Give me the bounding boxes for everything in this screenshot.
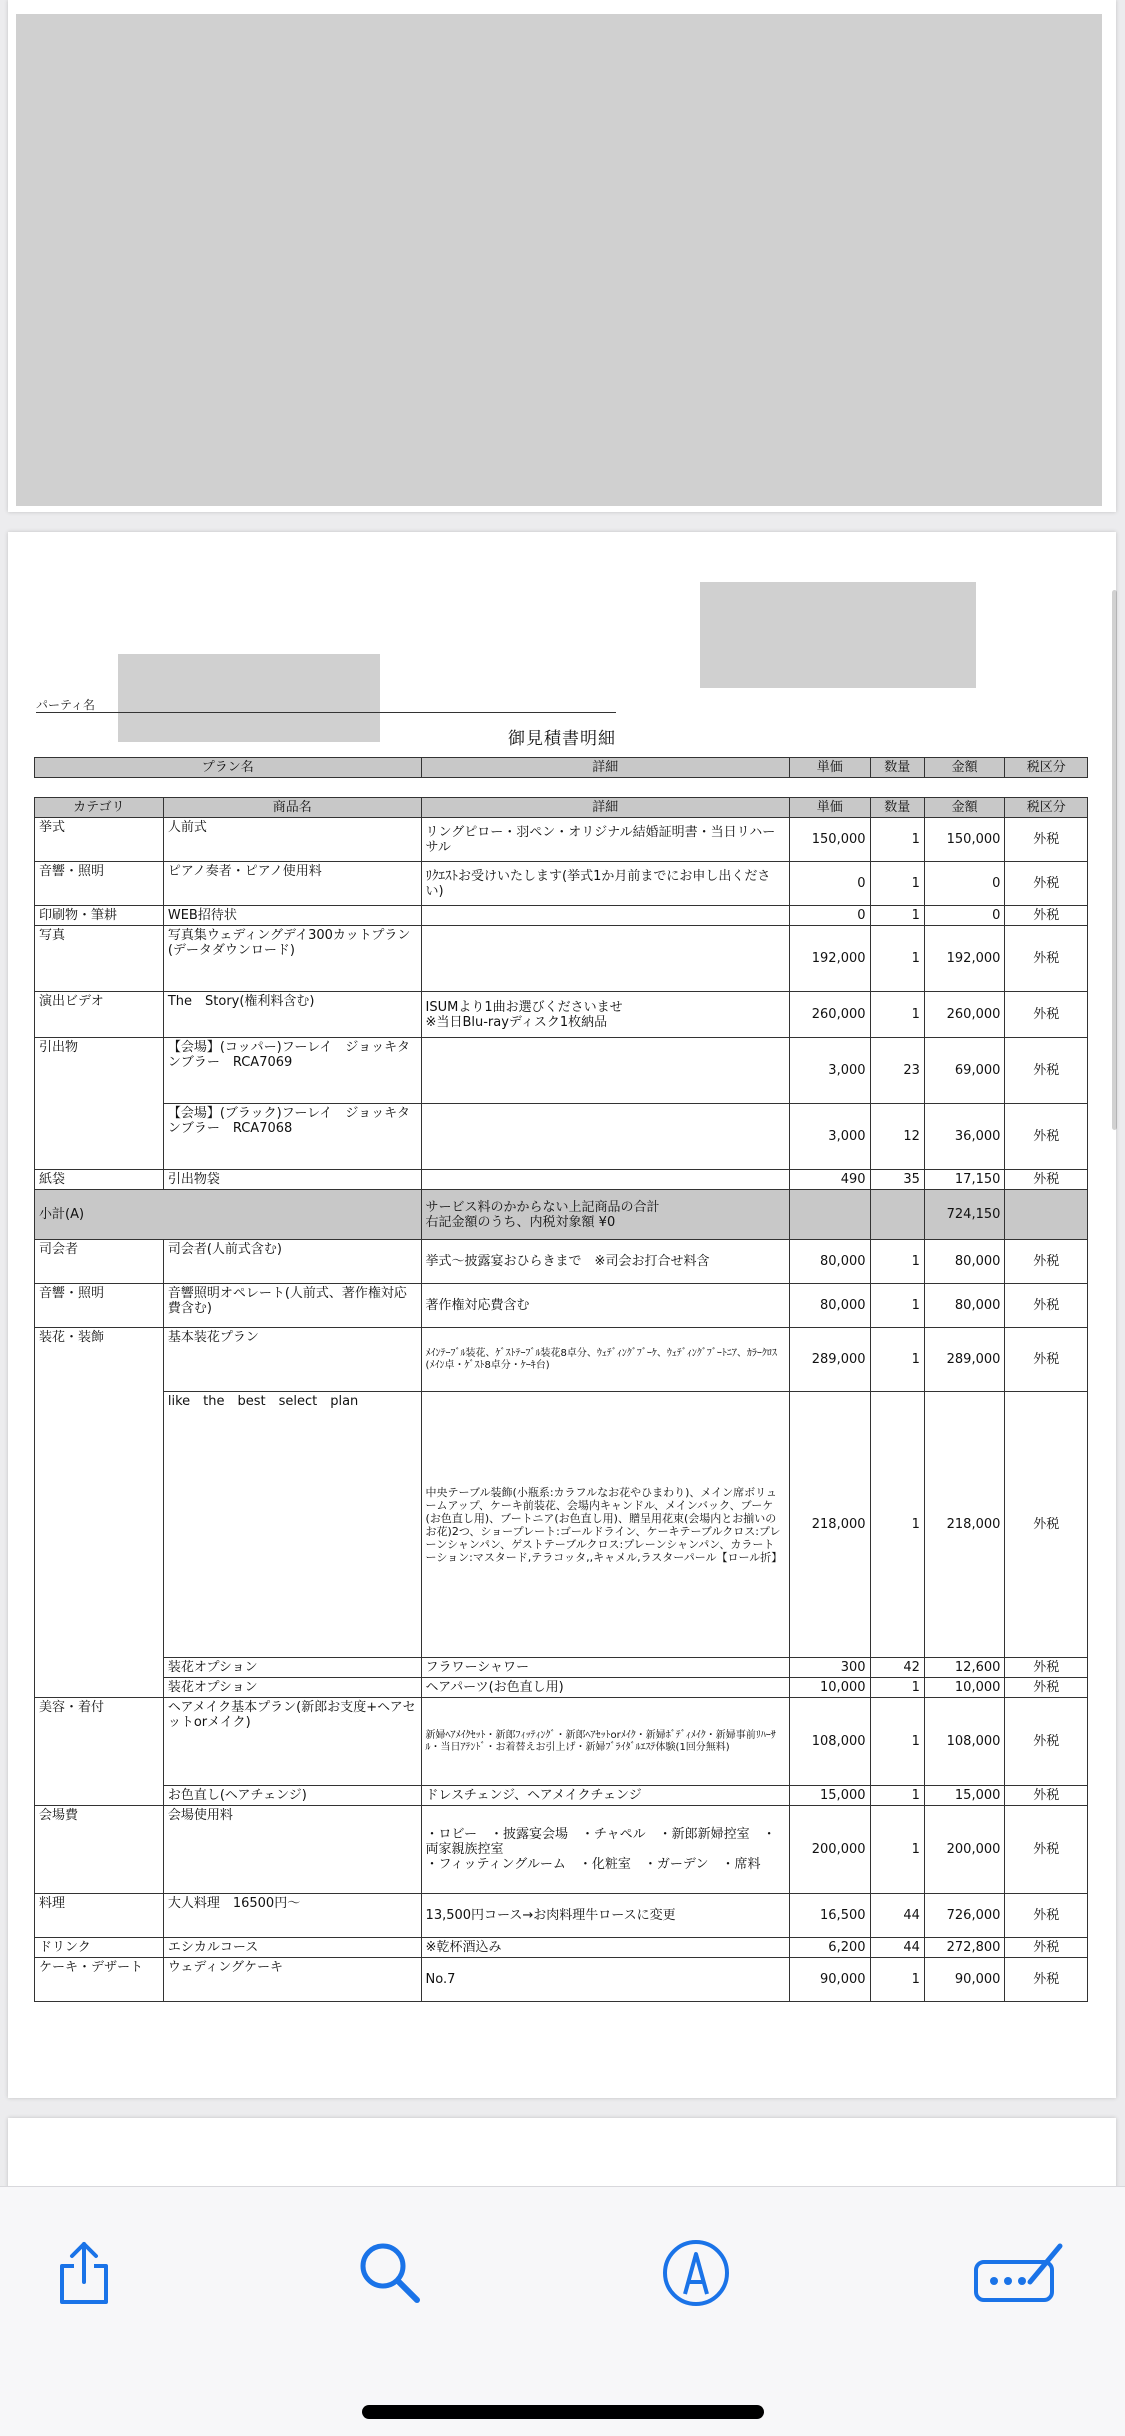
tax-cell: 外税: [1005, 1958, 1088, 2002]
category-cell: 司会者: [35, 1240, 164, 1284]
item-name-cell: like the best select plan: [163, 1392, 421, 1658]
col-amount: 金額: [924, 758, 1005, 778]
tax-cell: 外税: [1005, 1938, 1088, 1958]
category-cell: 紙袋: [35, 1170, 164, 1190]
item-name-cell: エシカルコース: [163, 1938, 421, 1958]
amount-cell: 200,000: [924, 1806, 1005, 1894]
amount-cell: 10,000: [924, 1678, 1005, 1698]
col-qty: 数量: [870, 798, 924, 818]
category-cell: 挙式: [35, 818, 164, 862]
table-row: [35, 1894, 1088, 1938]
unit-price-cell: 0: [789, 906, 870, 926]
page-3: [8, 2118, 1116, 2186]
subtotal-label: 小計(A): [35, 1190, 422, 1240]
qty-cell: 35: [870, 1170, 924, 1190]
plan-header-table: [34, 757, 1088, 778]
item-name-cell: 引出物袋: [163, 1170, 421, 1190]
tax-cell: 外税: [1005, 1392, 1088, 1658]
qty-cell: 1: [870, 1284, 924, 1328]
amount-cell: 289,000: [924, 1328, 1005, 1392]
item-name-cell: 【会場】(ブラック)フーレイ ジョッキタンブラー RCA7068: [163, 1104, 421, 1170]
category-cell: [35, 1658, 164, 1678]
detail-cell: ヘアパーツ(お色直し用): [421, 1678, 789, 1698]
table-row: [35, 1038, 1088, 1104]
tax-cell: 外税: [1005, 1658, 1088, 1678]
item-name-cell: 司会者(人前式含む): [163, 1240, 421, 1284]
category-cell: [35, 1392, 164, 1658]
table-row: [35, 1104, 1088, 1170]
qty-cell: 1: [870, 1786, 924, 1806]
col-item-name: 商品名: [163, 798, 421, 818]
item-name-cell: 大人料理 16500円～: [163, 1894, 421, 1938]
unit-price-cell: 200,000: [789, 1806, 870, 1894]
category-cell: 装花・装飾: [35, 1328, 164, 1392]
qty-cell: 1: [870, 1806, 924, 1894]
unit-price-cell: 300: [789, 1658, 870, 1678]
unit-price-cell: 3,000: [789, 1038, 870, 1104]
tax-cell: 外税: [1005, 862, 1088, 906]
unit-price-cell: 3,000: [789, 1104, 870, 1170]
unit-price-cell: 0: [789, 862, 870, 906]
qty-cell: 1: [870, 1958, 924, 2002]
tax-cell: 外税: [1005, 818, 1088, 862]
amount-cell: 90,000: [924, 1958, 1005, 2002]
subtotal-detail: サービス料のかからない上記商品の合計 右記金額のうち、内税対象額 ¥0: [421, 1190, 789, 1240]
table-row: [35, 1658, 1088, 1678]
table-row: [35, 1806, 1088, 1894]
tax-cell: 外税: [1005, 1894, 1088, 1938]
item-name-cell: 写真集ウェディングデイ300カットプラン(データダウンロード): [163, 926, 421, 992]
tax-cell: 外税: [1005, 1698, 1088, 1786]
table-row: [35, 1698, 1088, 1786]
redacted-block: [16, 14, 1102, 506]
unit-price-cell: 80,000: [789, 1240, 870, 1284]
item-name-cell: WEB招待状: [163, 906, 421, 926]
col-category: カテゴリ: [35, 798, 164, 818]
home-indicator: [362, 2405, 764, 2419]
unit-price-cell: 289,000: [789, 1328, 870, 1392]
table-row: [35, 862, 1088, 906]
table-row: [35, 926, 1088, 992]
tax-cell: 外税: [1005, 926, 1088, 992]
unit-price-cell: 10,000: [789, 1678, 870, 1698]
amount-cell: 726,000: [924, 1894, 1005, 1938]
col-detail: 詳細: [421, 758, 789, 778]
redacted-block-top-right: [700, 582, 976, 688]
qty-cell: 44: [870, 1894, 924, 1938]
scrollbar[interactable]: [1112, 590, 1117, 1130]
qty-cell: 1: [870, 926, 924, 992]
party-name-label: パーティ名: [36, 698, 96, 712]
form-icon: [972, 2240, 1068, 2306]
markup-icon: [661, 2238, 731, 2308]
markup-button[interactable]: [656, 2233, 736, 2313]
qty-cell: 1: [870, 1240, 924, 1284]
category-cell: [35, 1678, 164, 1698]
qty-cell: 44: [870, 1938, 924, 1958]
detail-cell: ・ロビー ・披露宴会場 ・チャペル ・新郎新婦控室 ・両家親族控室 ・フィッティングルーム ・化粧室 ・ガーデン ・席料: [421, 1806, 789, 1894]
search-icon: [357, 2240, 423, 2306]
category-cell: [35, 1786, 164, 1806]
amount-cell: 0: [924, 906, 1005, 926]
qty-cell: 1: [870, 1698, 924, 1786]
qty-cell: 1: [870, 992, 924, 1038]
unit-price-cell: 16,500: [789, 1894, 870, 1938]
category-cell: 引出物: [35, 1038, 164, 1104]
document-title: 御見積書明細: [508, 729, 616, 749]
amount-cell: 80,000: [924, 1240, 1005, 1284]
qty-cell: 1: [870, 818, 924, 862]
detail-cell: ISUMより1曲お選びくださいませ ※当日Blu-rayディスク1枚納品: [421, 992, 789, 1038]
tax-cell: 外税: [1005, 1678, 1088, 1698]
tax-cell: 外税: [1005, 906, 1088, 926]
tax-cell: 外税: [1005, 1038, 1088, 1104]
page-1: [8, 0, 1116, 512]
unit-price-cell: 150,000: [789, 818, 870, 862]
unit-price-cell: 80,000: [789, 1284, 870, 1328]
table-row: [35, 1786, 1088, 1806]
unit-price-cell: 490: [789, 1170, 870, 1190]
col-tax: 税区分: [1005, 798, 1088, 818]
estimate-table: [34, 797, 1088, 2002]
table-row: [35, 1392, 1088, 1658]
table-row: [35, 906, 1088, 926]
share-button[interactable]: [44, 2233, 124, 2313]
amount-cell: 80,000: [924, 1284, 1005, 1328]
item-name-cell: ウェディングケーキ: [163, 1958, 421, 2002]
detail-cell: ﾘｸｴｽﾄお受けいたします(挙式1か月前までにお申し出ください): [421, 862, 789, 906]
category-cell: 印刷物・筆耕: [35, 906, 164, 926]
category-cell: 美容・着付: [35, 1698, 164, 1786]
category-cell: [35, 1104, 164, 1170]
item-name-cell: 音響照明オペレート(人前式、著作権対応費含む): [163, 1284, 421, 1328]
detail-cell: 新婦ﾍｱﾒｲｸｾｯﾄ・新郎ﾌｨｯﾃｨﾝｸﾞ・新郎ﾍｱｾｯﾄorﾒｲｸ・新婦ﾎﾞﾃﾞｨﾒｲｸ・新婦事前ﾘﾊｰｻﾙ・当日ｱﾃﾝﾄﾞ・お着替えお引上げ・新婦ﾌﾞﾗｲﾀﾞﾙｴｽﾃ体験(1回分無料): [421, 1698, 789, 1786]
detail-cell: 著作権対応費含む: [421, 1284, 789, 1328]
subtotal-amount: 724,150: [924, 1190, 1005, 1240]
table-row: [35, 1938, 1088, 1958]
col-plan-name: プラン名: [35, 758, 422, 778]
amount-cell: 17,150: [924, 1170, 1005, 1190]
detail-cell: リングピロー・羽ペン・オリジナル結婚証明書・当日リハーサル: [421, 818, 789, 862]
detail-cell: 13,500円コース→お肉料理牛ロースに変更: [421, 1894, 789, 1938]
table-row: [35, 992, 1088, 1038]
table-row: [35, 1240, 1088, 1284]
item-name-cell: 会場使用料: [163, 1806, 421, 1894]
amount-cell: 0: [924, 862, 1005, 906]
unit-price-cell: 15,000: [789, 1786, 870, 1806]
detail-cell: 中央テーブル装飾(小瓶系:カラフルなお花やひまわり)、メイン席ボリュームアップ、ケーキ前装花、会場内キャンドル、メインバック、ブーケ(お色直し用)、ブートニア(お色直し用)、贈呈用花束(会場内とお揃いのお花)2つ、ショープレート:ゴールドライン、ケーキテーブルクロス:プレーンシャンパン、ゲストテーブルクロス:プレーンシャンパン、カラートーション:マスタード,テラコッタ,,キャメル,ラスターパール【ロール折】: [421, 1392, 789, 1658]
col-tax: 税区分: [1005, 758, 1088, 778]
item-name-cell: 装花オプション: [163, 1658, 421, 1678]
qty-cell: 1: [870, 1392, 924, 1658]
tax-cell: 外税: [1005, 1240, 1088, 1284]
amount-cell: 260,000: [924, 992, 1005, 1038]
unit-price-cell: 192,000: [789, 926, 870, 992]
category-cell: ドリンク: [35, 1938, 164, 1958]
qty-cell: 1: [870, 862, 924, 906]
detail-cell: 挙式～披露宴おひらきまで ※司会お打合せ料含: [421, 1240, 789, 1284]
col-qty: 数量: [870, 758, 924, 778]
qty-cell: 1: [870, 1328, 924, 1392]
tax-cell: 外税: [1005, 1170, 1088, 1190]
amount-cell: 150,000: [924, 818, 1005, 862]
search-button[interactable]: [350, 2233, 430, 2313]
tax-cell: 外税: [1005, 1806, 1088, 1894]
qty-cell: 12: [870, 1104, 924, 1170]
amount-cell: 218,000: [924, 1392, 1005, 1658]
unit-price-cell: 108,000: [789, 1698, 870, 1786]
qty-cell: 23: [870, 1038, 924, 1104]
amount-cell: 15,000: [924, 1786, 1005, 1806]
category-cell: 演出ビデオ: [35, 992, 164, 1038]
detail-cell: フラワーシャワー: [421, 1658, 789, 1678]
amount-cell: 108,000: [924, 1698, 1005, 1786]
tax-cell: 外税: [1005, 1104, 1088, 1170]
detail-cell: No.7: [421, 1958, 789, 2002]
unit-price-cell: 6,200: [789, 1938, 870, 1958]
item-name-cell: ピアノ奏者・ピアノ使用料: [163, 862, 421, 906]
detail-cell: ﾒｲﾝﾃｰﾌﾞﾙ装花、ｹﾞｽﾄﾃｰﾌﾞﾙ装花8卓分、ｳｪﾃﾞｨﾝｸﾞﾌﾞｰｹ、ｳｪﾃﾞｨﾝｸﾞﾌﾞｰﾄﾆｱ、ｶﾗｰｸﾛｽ(ﾒｲﾝ卓・ｹﾞｽﾄ8卓分・ｹｰｷ台): [421, 1328, 789, 1392]
amount-cell: 36,000: [924, 1104, 1005, 1170]
detail-cell: [421, 926, 789, 992]
qty-cell: 1: [870, 906, 924, 926]
item-name-cell: The Story(権利料含む): [163, 992, 421, 1038]
form-fill-button[interactable]: [970, 2233, 1070, 2313]
tax-cell: 外税: [1005, 1284, 1088, 1328]
tax-cell: 外税: [1005, 1328, 1088, 1392]
detail-cell: [421, 906, 789, 926]
detail-cell: ドレスチェンジ、ヘアメイクチェンジ: [421, 1786, 789, 1806]
col-detail: 詳細: [421, 798, 789, 818]
category-cell: 料理: [35, 1894, 164, 1938]
item-name-cell: 人前式: [163, 818, 421, 862]
item-name-cell: 基本装花プラン: [163, 1328, 421, 1392]
category-cell: 音響・照明: [35, 1284, 164, 1328]
share-icon: [54, 2240, 114, 2306]
subtotal-row: [35, 1190, 1088, 1240]
category-cell: 写真: [35, 926, 164, 992]
detail-cell: [421, 1170, 789, 1190]
item-name-cell: 装花オプション: [163, 1678, 421, 1698]
amount-cell: 69,000: [924, 1038, 1005, 1104]
amount-cell: 12,600: [924, 1658, 1005, 1678]
item-name-cell: お色直し(ヘアチェンジ): [163, 1786, 421, 1806]
amount-cell: 272,800: [924, 1938, 1005, 1958]
tax-cell: 外税: [1005, 992, 1088, 1038]
category-cell: 会場費: [35, 1806, 164, 1894]
col-amount: 金額: [924, 798, 1005, 818]
party-name-underline: [36, 712, 616, 713]
table-row: [35, 818, 1088, 862]
bottom-toolbar: [0, 2186, 1125, 2436]
table-row: [35, 1958, 1088, 2002]
tax-cell: 外税: [1005, 1786, 1088, 1806]
qty-cell: 1: [870, 1678, 924, 1698]
col-unit-price: 単価: [790, 758, 871, 778]
table-row: [35, 1170, 1088, 1190]
page-2: [8, 532, 1116, 2098]
detail-cell: [421, 1104, 789, 1170]
amount-cell: 192,000: [924, 926, 1005, 992]
table-row: [35, 1678, 1088, 1698]
unit-price-cell: 90,000: [789, 1958, 870, 2002]
col-unit-price: 単価: [789, 798, 870, 818]
item-name-cell: ヘアメイク基本プラン(新郎お支度+ヘアセットorメイク): [163, 1698, 421, 1786]
category-cell: 音響・照明: [35, 862, 164, 906]
qty-cell: 42: [870, 1658, 924, 1678]
detail-cell: ※乾杯酒込み: [421, 1938, 789, 1958]
unit-price-cell: 218,000: [789, 1392, 870, 1658]
category-cell: ケーキ・デザート: [35, 1958, 164, 2002]
detail-cell: [421, 1038, 789, 1104]
unit-price-cell: 260,000: [789, 992, 870, 1038]
table-row: [35, 1284, 1088, 1328]
table-row: [35, 1328, 1088, 1392]
item-name-cell: 【会場】(コッパー)フーレイ ジョッキタンブラー RCA7069: [163, 1038, 421, 1104]
